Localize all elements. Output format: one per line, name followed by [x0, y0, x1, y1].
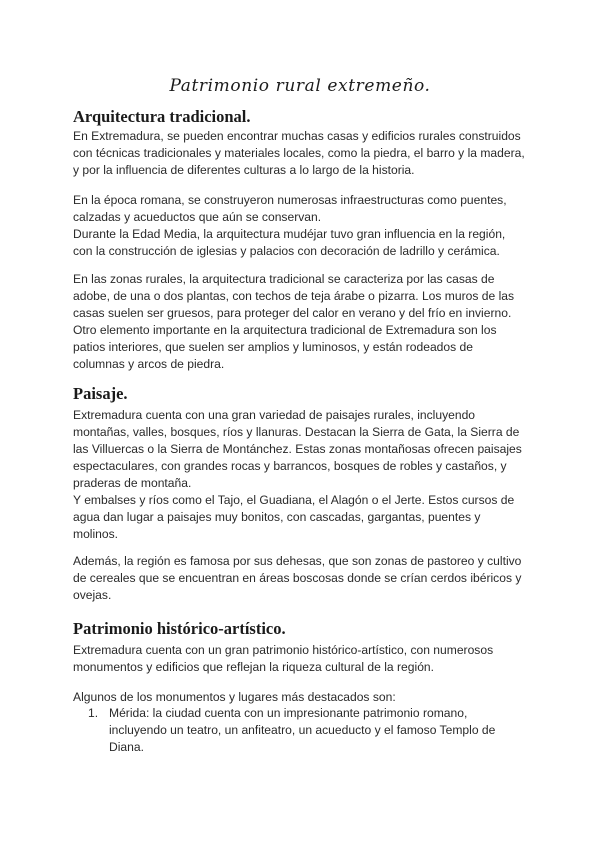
paragraph: Extremadura cuenta con un gran patrimonio histórico-artístico, con numerosos monumentos y edificios que reflejan la riqueza cultural de la región.	[73, 643, 494, 674]
paragraph: Extremadura cuenta con una gran variedad de paisajes rurales, incluyendo montañas, valles, bosques, ríos y llanuras. Destacan la Sierra de Gata, la Sierra de las Villuercas o la Sierra de Montánchez. Estas zonas montañosas ofrecen paisajes espectaculares, con grandes rocas y barrancos, bosques de robles y castaños, y praderas de montaña. Y embalses y ríos como el Tajo, el Guadiana, el Alagón o el Jerte. Estos cursos de agua dan lugar a paisajes muy bonitos, con cascadas, gargantas, puentes y molinos.	[73, 408, 522, 541]
paragraph: En la época romana, se construyeron numerosas infraestructuras como puentes, calzadas y acueductos que aún se conservan. Durante la Edad Media, la arquitectura mudéjar tuvo gran influencia en la región, con la construcción de iglesias y palacios con decoración de ladrillo y cerámica.	[73, 193, 507, 258]
section-heading-arquitectura: Arquitectura tradicional.	[73, 107, 251, 126]
section-heading-paisaje: Paisaje.	[73, 384, 128, 403]
paragraph: En Extremadura, se pueden encontrar muchas casas y edificios rurales construidos con técnicas tradicionales y materiales locales, como la piedra, el barro y la madera, y por la influencia de diferentes culturas a lo largo de la historia.	[73, 129, 525, 177]
paragraph: Algunos de los monumentos y lugares más destacados son:	[73, 690, 396, 704]
section-heading-patrimonio: Patrimonio histórico-artístico.	[73, 619, 286, 638]
paragraph: Además, la región es famosa por sus dehesas, que son zonas de pastoreo y cultivo de cereales que se encuentran en áreas boscosas donde se crían cerdos ibéricos y ovejas.	[73, 554, 522, 602]
page-title: Patrimonio rural extremeño.	[169, 76, 431, 96]
list-item-number: 1.	[88, 706, 99, 720]
paragraph: En las zonas rurales, la arquitectura tradicional se caracteriza por las casas de adobe, de una o dos plantas, con techos de teja árabe o pizarra. Los muros de las casas suelen ser gruesos, para proteger del calor en verano y del frío en invierno. Otro elemento importante en la arquitectura tradicional de Extremadura son los patios interiores, que suelen ser amplios y luminosos, y están rodeados de columnas y arcos de piedra.	[73, 272, 515, 371]
list-item-text: Mérida: la ciudad cuenta con un impresionante patrimonio romano, incluyendo un teatro, un anfiteatro, un acueducto y el famoso Templo de Diana.	[109, 706, 496, 754]
